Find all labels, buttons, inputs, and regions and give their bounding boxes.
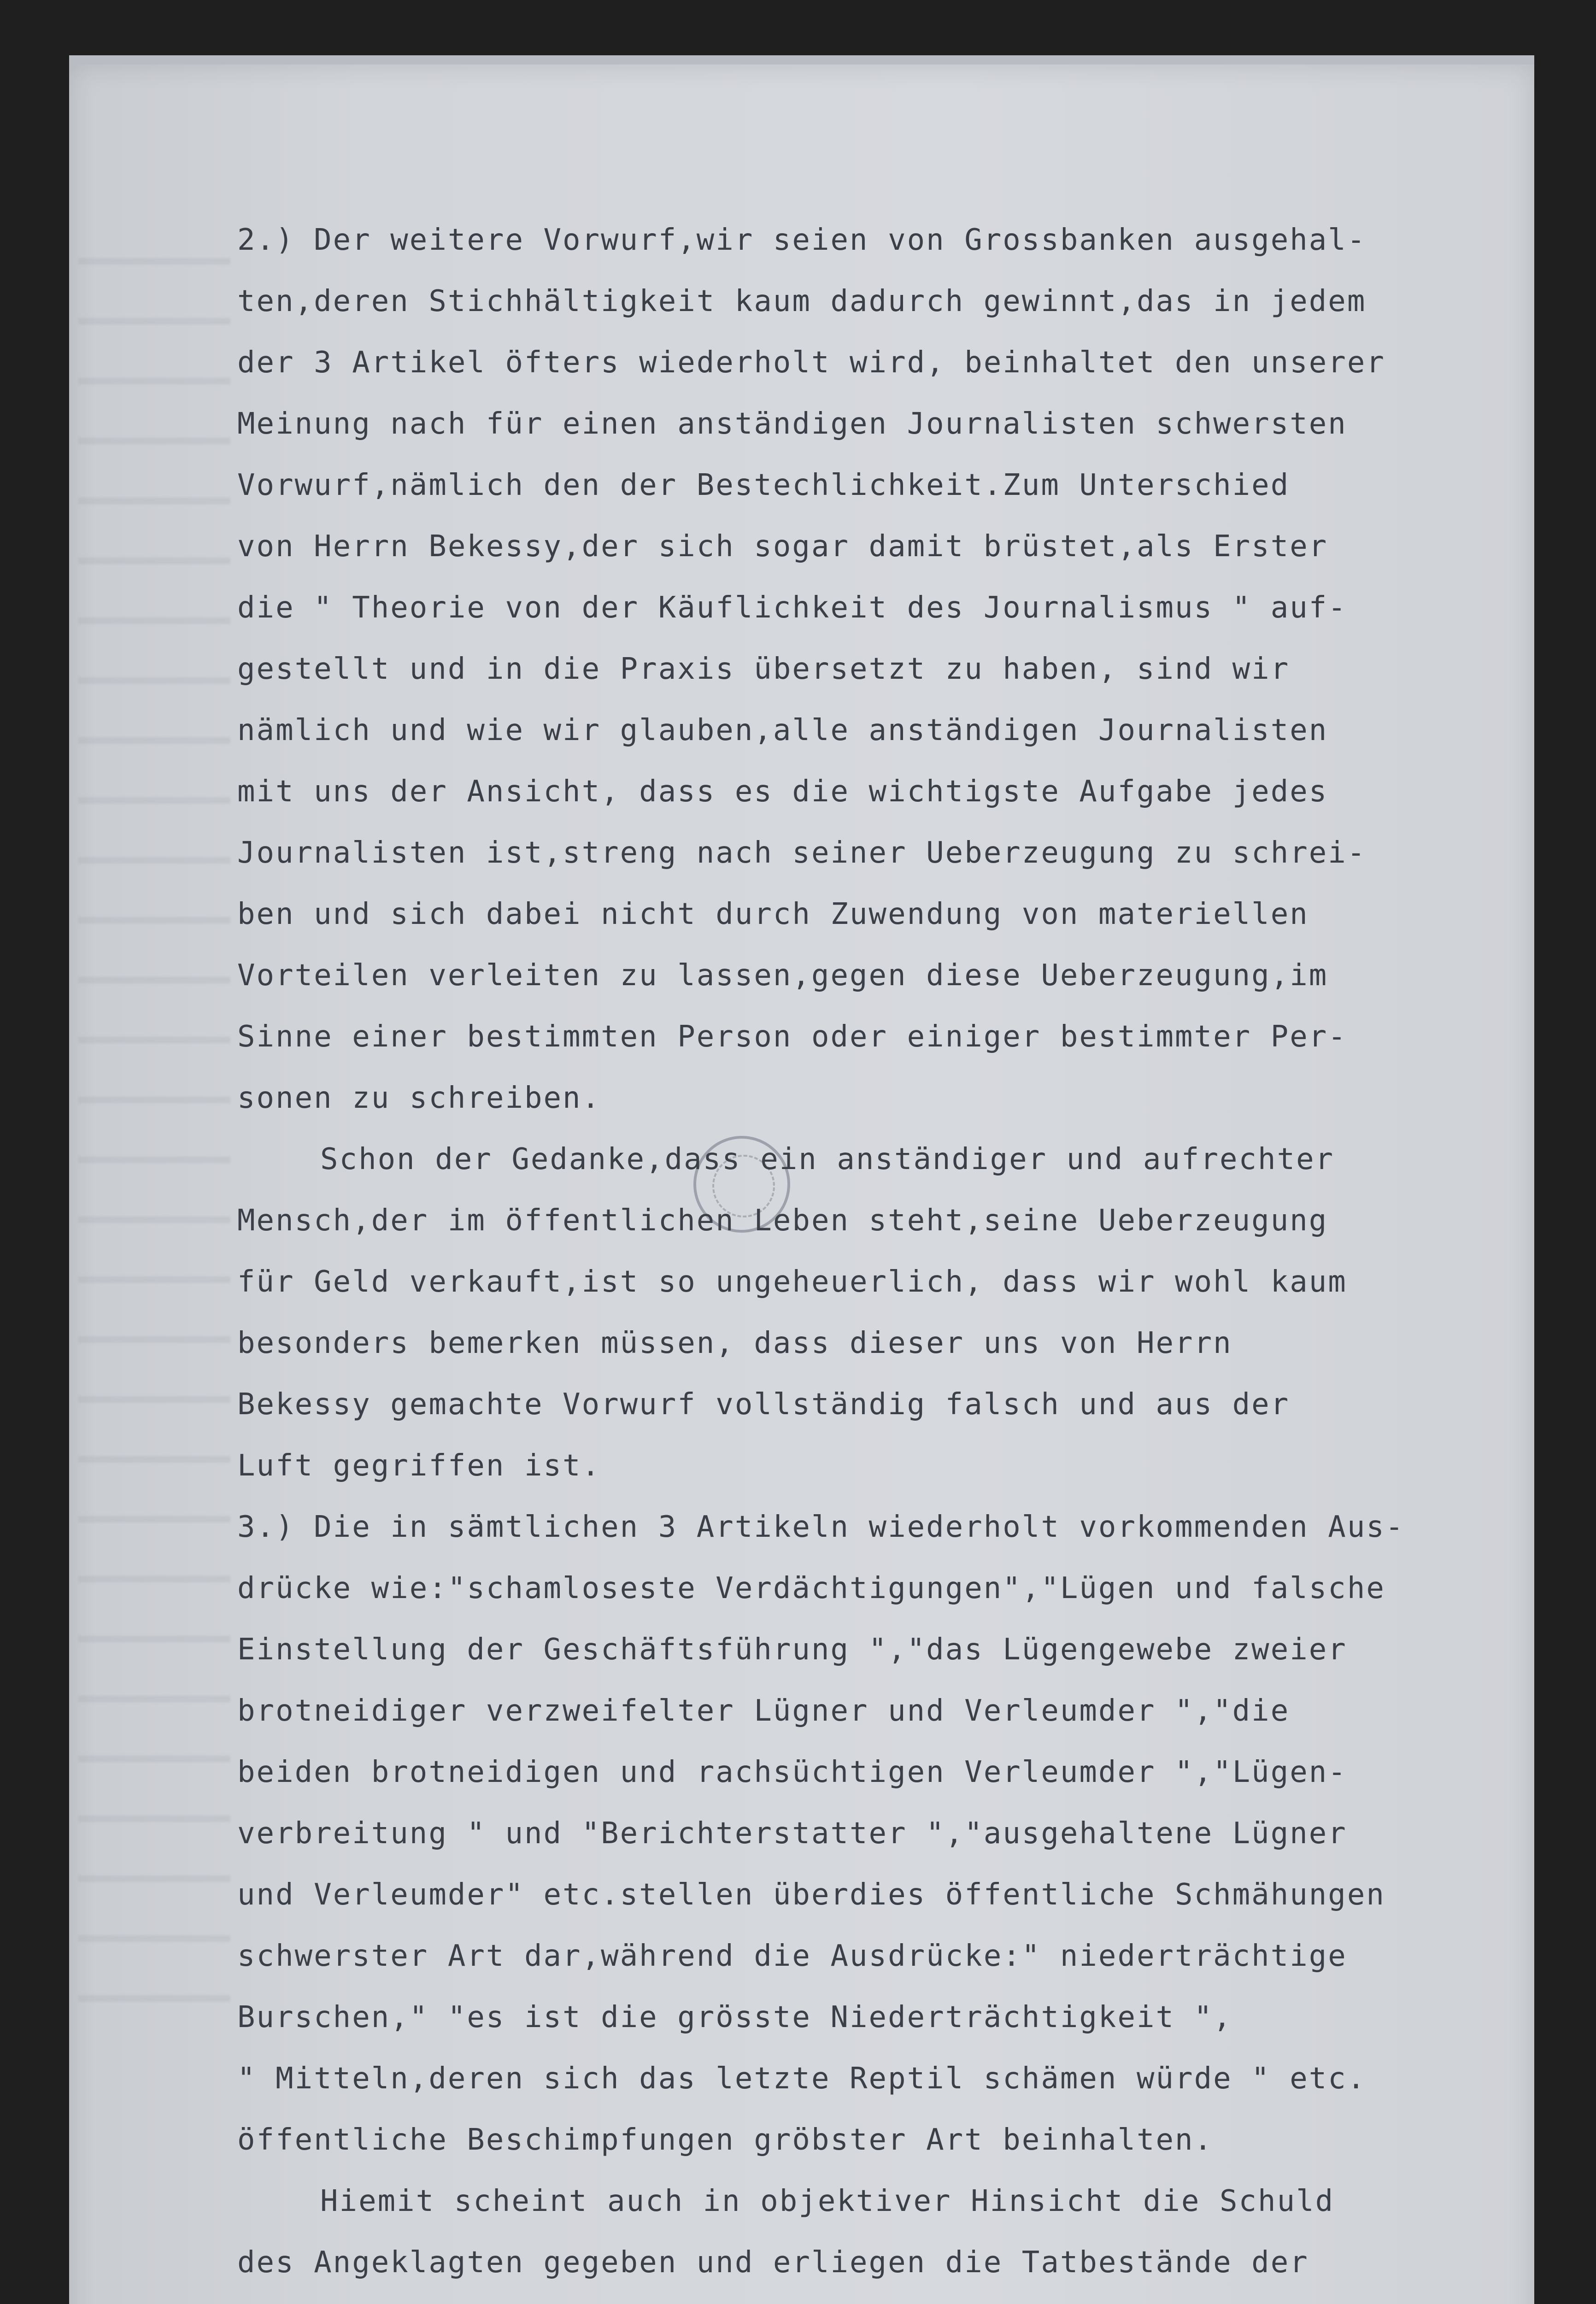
text-line: schwerster Art dar,während die Ausdrücke:" niederträchtige bbox=[237, 1939, 1347, 1973]
text-line: verbreitung " und "Berichterstatter ","ausgehaltene Lügner bbox=[237, 1816, 1347, 1851]
text-line: von Herrn Bekessy,der sich sogar damit brüstet,als Erster bbox=[237, 529, 1328, 564]
text-line: Burschen," "es ist die grösste Niederträchtigkeit ", bbox=[237, 2000, 1232, 2034]
text-line: Vorteilen verleiten zu lassen,gegen diese Ueberzeugung,im bbox=[237, 958, 1328, 993]
text-line: und Verleumder" etc.stellen überdies öffentliche Schmähungen bbox=[237, 1878, 1385, 1912]
text-line: 3.) Die in sämtlichen 3 Artikeln wiederholt vorkommenden Aus- bbox=[237, 1510, 1405, 1544]
bleed-through-text bbox=[78, 258, 230, 2009]
text-line: Mensch,der im öffentlichen Leben steht,seine Ueberzeugung bbox=[237, 1204, 1328, 1238]
text-line: Luft gegriffen ist. bbox=[237, 1449, 601, 1483]
text-line: des Angeklagten gegeben und erliegen die Tatbestände der bbox=[237, 2245, 1309, 2280]
text-line: beiden brotneidigen und rachsüchtigen Verleumder ","Lügen- bbox=[237, 1755, 1347, 1789]
text-line: Schon der Gedanke,dass ein anständiger und aufrechter bbox=[320, 1142, 1335, 1176]
text-line: Meinung nach für einen anständigen Journalisten schwersten bbox=[237, 407, 1347, 441]
text-line: besonders bemerken müssen, dass dieser uns von Herrn bbox=[237, 1326, 1232, 1360]
text-line: die " Theorie von der Käuflichkeit des Journalismus " auf- bbox=[237, 591, 1347, 625]
document-body bbox=[237, 210, 1509, 2293]
text-line: Vorwurf,nämlich den der Bestechlichkeit.Zum Unterschied bbox=[237, 468, 1290, 502]
text-line: ben und sich dabei nicht durch Zuwendung von materiellen bbox=[237, 897, 1309, 931]
text-line: " Mitteln,deren sich das letzte Reptil schämen würde " etc. bbox=[237, 2062, 1367, 2096]
text-line: Hiemit scheint auch in objektiver Hinsicht die Schuld bbox=[320, 2184, 1335, 2218]
text-line: ten,deren Stichhältigkeit kaum dadurch gewinnt,das in jedem bbox=[237, 284, 1367, 318]
text-line: sonen zu schreiben. bbox=[237, 1081, 601, 1115]
text-line: drücke wie:"schamloseste Verdächtigungen","Lügen und falsche bbox=[237, 1571, 1385, 1605]
text-line: für Geld verkauft,ist so ungeheuerlich, dass wir wohl kaum bbox=[237, 1265, 1347, 1299]
text-line: öffentliche Beschimpfungen gröbster Art beinhalten. bbox=[237, 2123, 1214, 2157]
text-line: Sinne einer bestimmten Person oder einiger bestimmter Per- bbox=[237, 1020, 1347, 1054]
text-line: Einstellung der Geschäftsführung ","das Lügengewebe zweier bbox=[237, 1633, 1347, 1667]
text-line: Bekessy gemachte Vorwurf vollständig falsch und aus der bbox=[237, 1387, 1290, 1422]
text-line: 2.) Der weitere Vorwurf,wir seien von Grossbanken ausgehal- bbox=[237, 223, 1367, 257]
text-line: mit uns der Ansicht, dass es die wichtigste Aufgabe jedes bbox=[237, 775, 1328, 809]
text-line: Journalisten ist,streng nach seiner Ueberzeugung zu schrei- bbox=[237, 836, 1367, 870]
text-line: brotneidiger verzweifelter Lügner und Verleumder ","die bbox=[237, 1694, 1290, 1728]
text-line: nämlich und wie wir glauben,alle anständigen Journalisten bbox=[237, 713, 1328, 747]
text-line: der 3 Artikel öfters wiederholt wird, beinhaltet den unserer bbox=[237, 346, 1385, 380]
text-line: gestellt und in die Praxis übersetzt zu haben, sind wir bbox=[237, 652, 1290, 686]
